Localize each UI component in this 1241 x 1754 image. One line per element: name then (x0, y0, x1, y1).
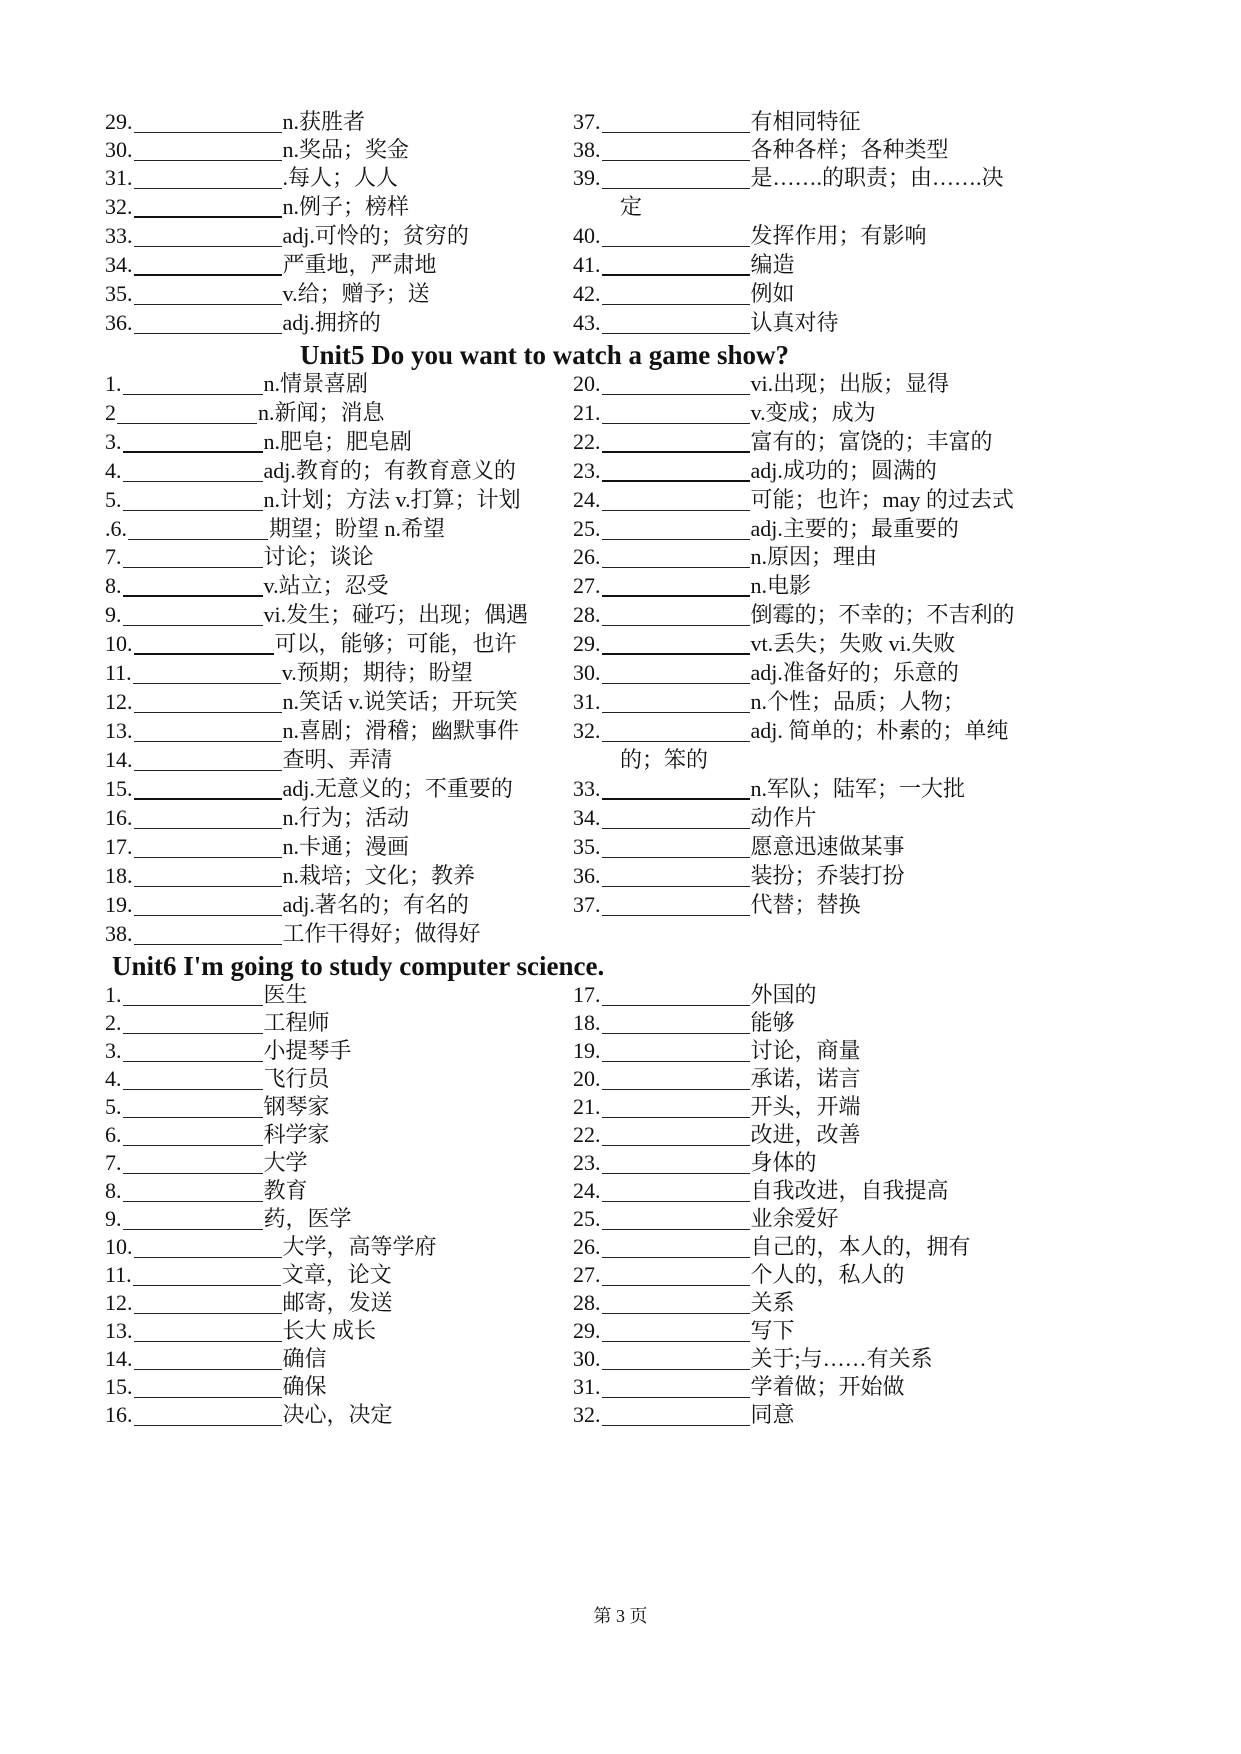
vocab-item: 5. n.计划；方法 v.打算；计划 (105, 487, 521, 512)
answer-blank[interactable] (602, 1263, 750, 1286)
answer-blank[interactable] (123, 1011, 263, 1034)
vocab-item: 10. 大学，高等学府 (105, 1234, 437, 1259)
page-number: 第 3 页 (593, 1606, 648, 1626)
answer-blank[interactable] (134, 806, 282, 829)
answer-blank[interactable] (134, 138, 282, 161)
unit5-title: Unit5 Do you want to watch a game show? (300, 340, 790, 370)
vocab-item-continuation: 的；笨的 (620, 747, 709, 772)
answer-blank[interactable] (602, 1123, 750, 1146)
answer-blank[interactable] (134, 1375, 282, 1398)
answer-blank[interactable] (602, 224, 750, 247)
answer-blank[interactable] (602, 864, 750, 887)
vocab-item: 14. 确信 (105, 1346, 327, 1371)
vocab-item: 22. 富有的；富饶的；丰富的 (573, 429, 993, 454)
vocab-item: 21. 开头，开端 (573, 1094, 861, 1119)
answer-blank[interactable] (117, 401, 257, 424)
answer-blank[interactable] (134, 166, 282, 189)
vocab-item: 11. 文章，论文 (105, 1262, 392, 1287)
answer-blank[interactable] (128, 517, 268, 540)
answer-blank[interactable] (602, 893, 750, 916)
vocab-item: 1. 医生 (105, 982, 308, 1007)
vocab-item: 19. adj.著名的；有名的 (105, 892, 469, 917)
vocab-item: 38. 各种各样；各种类型 (573, 137, 949, 162)
vocab-item: 24. 自我改进，自我提高 (573, 1178, 949, 1203)
vocab-item: 15. adj.无意义的；不重要的 (105, 776, 513, 801)
vocab-item: 10. 可以，能够；可能，也许 (105, 631, 517, 656)
answer-blank[interactable] (134, 1319, 282, 1342)
answer-blank[interactable] (134, 1347, 282, 1370)
answer-blank[interactable] (602, 719, 750, 742)
answer-blank[interactable] (602, 458, 750, 482)
vocab-item: 31. n.个性；品质；人物； (573, 689, 966, 714)
answer-blank[interactable] (123, 1123, 263, 1146)
answer-blank[interactable] (123, 1095, 263, 1118)
vocab-item: 24. 可能；也许；may 的过去式 (573, 487, 1014, 512)
answer-blank[interactable] (123, 1207, 263, 1230)
answer-blank[interactable] (602, 1207, 750, 1230)
answer-blank[interactable] (602, 573, 750, 597)
vocab-item: 34. 严重地，严肃地 (105, 252, 437, 277)
answer-blank[interactable] (602, 661, 750, 684)
answer-blank[interactable] (134, 224, 282, 247)
answer-blank[interactable] (602, 1403, 750, 1426)
answer-blank[interactable] (123, 372, 263, 395)
vocab-item: 43. 认真对待 (573, 310, 839, 335)
answer-blank[interactable] (602, 1319, 750, 1342)
answer-blank[interactable] (602, 138, 750, 161)
answer-blank[interactable] (602, 776, 750, 800)
answer-blank[interactable] (134, 835, 282, 858)
vocab-item: 37. 有相同特征 (573, 109, 861, 134)
answer-blank[interactable] (123, 459, 263, 482)
vocab-item: 23. 身体的 (573, 1150, 817, 1175)
vocab-item: 41. 编造 (573, 252, 795, 277)
answer-blank[interactable] (602, 401, 750, 424)
answer-blank[interactable] (134, 776, 282, 800)
vocab-item: 29. 写下 (573, 1318, 795, 1343)
vocab-item: 36. adj.拥挤的 (105, 310, 381, 335)
answer-blank[interactable] (602, 166, 750, 189)
answer-blank[interactable] (134, 922, 282, 945)
vocab-item: 18. n.栽培；文化；教养 (105, 863, 476, 888)
vocab-item: 1. n.情景喜剧 (105, 371, 369, 396)
answer-blank[interactable] (134, 631, 274, 655)
answer-blank[interactable] (602, 252, 750, 276)
answer-blank[interactable] (602, 1235, 750, 1258)
vocab-item: 26. n.原因；理由 (573, 544, 878, 569)
vocab-item: 23. adj.成功的；圆满的 (573, 458, 937, 483)
answer-blank[interactable] (134, 748, 282, 771)
vocab-item: 8. 教育 (105, 1178, 308, 1203)
vocab-item: 20. 承诺，诺言 (573, 1066, 861, 1091)
vocab-item: 4. 飞行员 (105, 1066, 330, 1091)
vocab-item: 3. 小提琴手 (105, 1038, 352, 1063)
answer-blank[interactable] (602, 1095, 750, 1118)
vocab-item: 29. vt.丢失；失败 vi.失败 (573, 631, 956, 656)
vocab-item: 26. 自己的，本人的，拥有 (573, 1234, 971, 1259)
unit6-title: Unit6 I'm going to study computer science. (112, 951, 605, 981)
answer-blank[interactable] (602, 372, 750, 395)
vocab-item: 5. 钢琴家 (105, 1094, 330, 1119)
vocab-item: 13. 长大 成长 (105, 1318, 377, 1343)
answer-blank[interactable] (602, 631, 750, 655)
answer-blank[interactable] (123, 603, 263, 626)
vocab-item: 28. 倒霉的；不幸的；不吉利的 (573, 602, 1015, 627)
vocab-item: 7. 讨论；谈论 (105, 544, 374, 569)
answer-blank[interactable] (123, 1039, 263, 1062)
vocab-item: 32. 同意 (573, 1402, 795, 1427)
vocab-item: 39. 是…….的职责；由…….决 (573, 165, 1004, 190)
vocab-item: 30. n.奖品；奖金 (105, 137, 410, 162)
answer-blank[interactable] (134, 252, 282, 276)
answer-blank[interactable] (134, 864, 282, 887)
answer-blank[interactable] (602, 545, 750, 568)
answer-blank[interactable] (602, 517, 750, 540)
vocab-item: 25. 业余爱好 (573, 1206, 839, 1231)
vocab-item: 18. 能够 (573, 1010, 795, 1035)
answer-blank[interactable] (133, 661, 281, 684)
vocab-item: 19. 讨论，商量 (573, 1038, 861, 1063)
answer-blank[interactable] (602, 835, 750, 858)
vocab-item: 29. n.获胜者 (105, 109, 366, 134)
vocab-item: 9. 药，医学 (105, 1206, 352, 1231)
vocab-item: 4. adj.教育的；有教育意义的 (105, 458, 516, 483)
vocab-item: 35. v.给；赠予；送 (105, 281, 430, 306)
answer-blank[interactable] (134, 194, 282, 218)
vocab-item: 37. 代替；替换 (573, 892, 861, 917)
vocab-item: 28. 关系 (573, 1290, 795, 1315)
answer-blank[interactable] (602, 488, 750, 511)
answer-blank[interactable] (123, 1179, 263, 1202)
answer-blank[interactable] (602, 311, 750, 334)
vocab-item: .6. 期望；盼望 n.希望 (105, 516, 446, 541)
answer-blank[interactable] (123, 1067, 263, 1090)
vocab-item: 17. n.卡通；漫画 (105, 834, 410, 859)
vocab-item: 9. vi.发生；碰巧；出现；偶遇 (105, 602, 529, 627)
vocab-item: 25. adj.主要的；最重要的 (573, 516, 959, 541)
vocab-item: 27. 个人的，私人的 (573, 1262, 905, 1287)
answer-blank[interactable] (602, 1291, 750, 1314)
vocab-item: 36. 装扮；乔装打扮 (573, 863, 905, 888)
answer-blank[interactable] (123, 573, 263, 597)
vocab-item: 32. n.例子；榜样 (105, 194, 410, 219)
vocab-item-continuation: 定 (620, 194, 643, 219)
answer-blank[interactable] (602, 429, 750, 453)
vocab-item: 11. v.预期；期待；盼望 (105, 660, 473, 685)
vocab-item: 27. n.电影 (573, 573, 812, 598)
answer-blank[interactable] (134, 690, 282, 713)
vocab-item: 12. 邮寄，发送 (105, 1290, 393, 1315)
vocab-item: 22. 改进，改善 (573, 1122, 861, 1147)
vocab-item: 16. n.行为；活动 (105, 805, 410, 830)
answer-blank[interactable] (134, 110, 282, 133)
answer-blank[interactable] (123, 545, 263, 568)
vocab-item: 33. n.军队；陆军；一大批 (573, 776, 966, 801)
answer-blank[interactable] (123, 488, 263, 511)
vocab-item: 17. 外国的 (573, 982, 817, 1007)
vocab-item: 14. 查明、弄清 (105, 747, 393, 772)
vocab-item: 2. 工程师 (105, 1010, 330, 1035)
vocab-item: 6. 科学家 (105, 1122, 330, 1147)
vocab-item: 12. n.笑话 v.说笑话；开玩笑 (105, 689, 518, 714)
answer-blank[interactable] (134, 311, 282, 334)
vocab-item: 32. adj. 简单的；朴素的；单纯 (573, 718, 1009, 743)
answer-blank[interactable] (133, 1263, 281, 1286)
vocab-item: 35. 愿意迅速做某事 (573, 834, 905, 859)
vocab-item: 13. n.喜剧；滑稽；幽默事件 (105, 718, 520, 743)
vocab-item: 30. 关于;与……有关系 (573, 1346, 933, 1371)
answer-blank[interactable] (602, 603, 750, 626)
vocab-item: 15. 确保 (105, 1374, 327, 1399)
vocab-item: 21. v.变成；成为 (573, 400, 876, 425)
answer-blank[interactable] (134, 282, 282, 305)
vocab-item: 42. 例如 (573, 281, 795, 306)
answer-blank[interactable] (134, 893, 282, 916)
vocab-item: 33. adj.可怜的；贫穷的 (105, 223, 469, 248)
vocab-item: 3. n.肥皂；肥皂剧 (105, 429, 413, 454)
answer-blank[interactable] (602, 1151, 750, 1174)
answer-blank[interactable] (134, 1291, 282, 1314)
answer-blank[interactable] (602, 806, 750, 829)
answer-blank[interactable] (602, 1375, 750, 1398)
vocab-item: 20. vi.出现；出版；显得 (573, 371, 950, 396)
vocab-item: 7. 大学 (105, 1150, 308, 1175)
answer-blank[interactable] (123, 1151, 263, 1174)
answer-blank[interactable] (602, 690, 750, 713)
vocab-item: 31. 学着做；开始做 (573, 1374, 905, 1399)
answer-blank[interactable] (602, 110, 750, 133)
vocab-item: 16. 决心，决定 (105, 1402, 393, 1427)
vocab-item: 38. 工作干得好；做得好 (105, 921, 481, 946)
answer-blank[interactable] (602, 1039, 750, 1062)
answer-blank[interactable] (123, 983, 263, 1006)
answer-blank[interactable] (602, 1347, 750, 1370)
answer-blank[interactable] (602, 1179, 750, 1202)
answer-blank[interactable] (123, 429, 263, 453)
answer-blank[interactable] (602, 983, 750, 1006)
vocab-item: 2 n.新闻；消息 (105, 400, 385, 425)
vocab-item: 31. .每人；人人 (105, 165, 399, 190)
vocab-item: 34. 动作片 (573, 805, 817, 830)
answer-blank[interactable] (134, 1403, 282, 1426)
answer-blank[interactable] (602, 1067, 750, 1090)
answer-blank[interactable] (134, 1235, 282, 1258)
answer-blank[interactable] (134, 719, 282, 742)
answer-blank[interactable] (602, 282, 750, 305)
vocab-item: 40. 发挥作用；有影响 (573, 223, 927, 248)
vocab-item: 30. adj.准备好的；乐意的 (573, 660, 959, 685)
vocab-item: 8. v.站立；忍受 (105, 573, 389, 598)
answer-blank[interactable] (602, 1011, 750, 1034)
